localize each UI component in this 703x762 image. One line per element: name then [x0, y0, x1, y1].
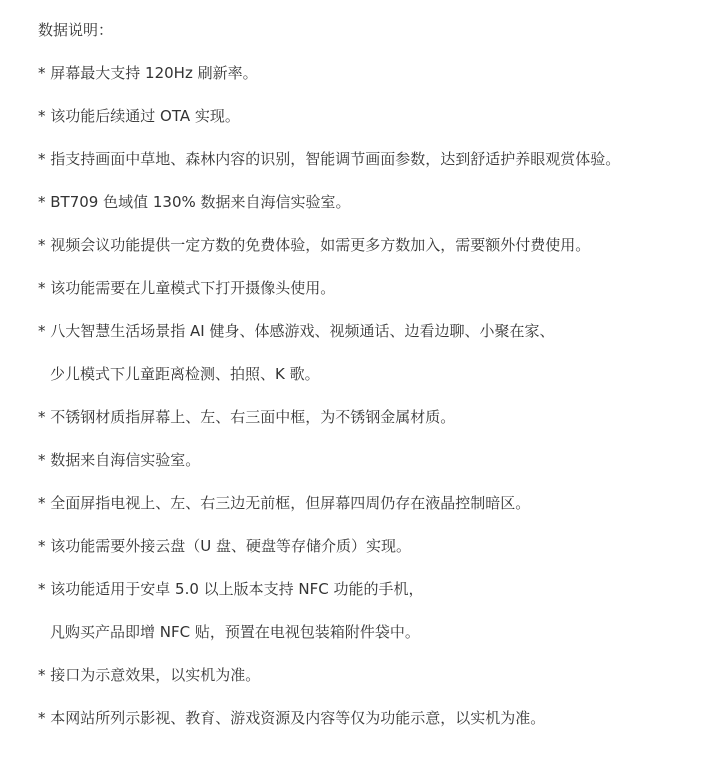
note-full-screen: * 全面屏指电视上、左、右三边无前框，但屏幕四周仍存在液晶控制暗区。 [38, 494, 531, 512]
note-external-storage: * 该功能需要外接云盘（U 盘、硬盘等存储介质）实现。 [38, 537, 412, 555]
notes-title: 数据说明： [38, 21, 114, 39]
note-lab-data: * 数据来自海信实验室。 [38, 451, 201, 469]
note-ota: * 该功能后续通过 OTA 实现。 [38, 107, 240, 125]
note-scene-recognition: * 指支持画面中草地、森林内容的识别，智能调节画面参数，达到舒适护养眼观赏体验。 [38, 150, 621, 168]
note-video-conference: * 视频会议功能提供一定方数的免费体验，如需更多方数加入，需要额外付费使用。 [38, 236, 591, 254]
note-smart-scenes: * 八大智慧生活场景指 AI 健身、体感游戏、视频通话、边看边聊、小聚在家、 [38, 322, 555, 340]
note-nfc-continued: 凡购买产品即增 NFC 贴，预置在电视包装箱附件袋中。 [50, 623, 420, 641]
note-interface: * 接口为示意效果，以实机为准。 [38, 666, 261, 684]
note-content-disclaimer: * 本网站所列示影视、教育、游戏资源及内容等仅为功能示意，以实机为准。 [38, 709, 546, 727]
note-child-mode-camera: * 该功能需要在儿童模式下打开摄像头使用。 [38, 279, 336, 297]
data-notes-section [38, 20, 698, 751]
note-color-gamut: * BT709 色域值 130% 数据来自海信实验室。 [38, 193, 351, 211]
note-smart-scenes-continued: 少儿模式下儿童距离检测、拍照、K 歌。 [50, 365, 320, 383]
note-nfc: * 该功能适用于安卓 5.0 以上版本支持 NFC 功能的手机， [38, 580, 424, 598]
note-stainless-steel: * 不锈钢材质指屏幕上、左、右三面中框，为不锈钢金属材质。 [38, 408, 456, 426]
note-refresh-rate: * 屏幕最大支持 120Hz 刷新率。 [38, 64, 258, 82]
